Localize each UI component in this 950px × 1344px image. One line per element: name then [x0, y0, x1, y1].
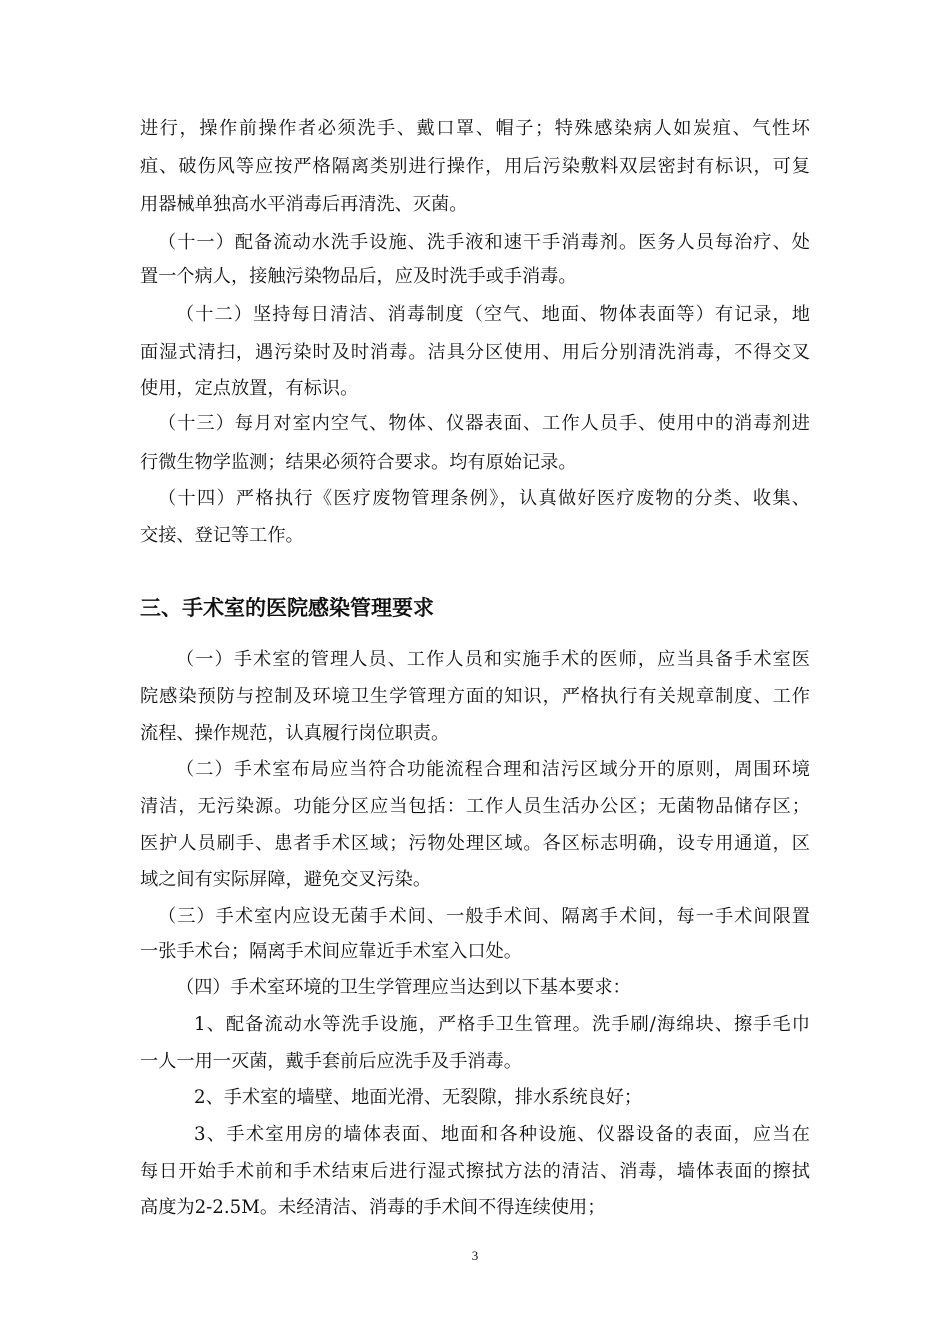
text-line: 每日开始手术前和手术结束后进行湿式擦拭方法的清洁、消毒，墙体表面的擦拭 — [140, 1161, 810, 1182]
text-line: 面湿式清扫，遇污染时及时消毒。洁具分区使用、用后分别清洗消毒，不得交叉 — [140, 342, 810, 363]
text-line: 交接、登记等工作。 — [140, 525, 304, 546]
text-line: 用器械单独高水平消毒后再清洗、灭菌。 — [140, 194, 468, 215]
text-line: 域之间有实际屏障，避免交叉污染。 — [140, 869, 432, 890]
text-line: 清洁，无污染源。功能分区应当包括：工作人员生活办公区；无菌物品储存区； — [140, 796, 810, 817]
text-line: （一）手术室的管理人员、工作人员和实施手术的医师，应当具备手术室医 — [176, 649, 810, 670]
text-line: 使用，定点放置，有标识。 — [140, 378, 359, 399]
text-line: 进行，操作前操作者必须洗手、戴口罩、帽子；特殊感染病人如炭疽、气性坏 — [140, 118, 810, 139]
section-heading: 三、手术室的医院感染管理要求 — [140, 596, 434, 620]
text-line: （二）手术室布局应当符合功能流程合理和洁污区域分开的原则，周围环境 — [176, 759, 810, 780]
text-line: （十二）坚持每日清洁、消毒制度（空气、地面、物体表面等）有记录，地 — [176, 304, 810, 325]
text-line: 行微生物学监测；结果必须符合要求。均有原始记录。 — [140, 452, 577, 473]
text-line: 院感染预防与控制及环境卫生学管理方面的知识，严格执行有关规章制度、工作 — [140, 686, 810, 707]
text-line: 置一个病人，接触污染物品后，应及时洗手或手消毒。 — [140, 266, 577, 287]
text-line: 疽、破伤风等应按严格隔离类别进行操作，用后污染敷料双层密封有标识，可复 — [140, 156, 810, 177]
text-line: 一人一用一灭菌，戴手套前后应洗手及手消毒。 — [140, 1051, 522, 1072]
text-line: （十四）严格执行《医疗废物管理条例》，认真做好医疗废物的分类、收集、 — [158, 488, 810, 509]
text-line: 流程、操作规范，认真履行岗位职责。 — [140, 723, 450, 744]
text-line: （十三）每月对室内空气、物体、仪器表面、工作人员手、使用中的消毒剂进 — [158, 413, 810, 434]
text-line: （四）手术室环境的卫生学管理应当达到以下基本要求： — [176, 977, 631, 998]
text-line: 2、手术室的墙壁、地面光滑、无裂隙，排水系统良好； — [194, 1087, 643, 1108]
text-line: （三）手术室内应设无菌手术间、一般手术间、隔离手术间，每一手术间限置 — [158, 906, 810, 927]
text-line: 一张手术台；隔离手术间应靠近手术室入口处。 — [140, 941, 522, 962]
text-line: 高度为2-2.5M。未经清洁、消毒的手术间不得连续使用； — [140, 1197, 606, 1218]
text-line: 3、手术室用房的墙体表面、地面和各种设施、仪器设备的表面，应当在 — [194, 1124, 810, 1145]
text-line: （十一）配备流动水洗手设施、洗手液和速干手消毒剂。医务人员每治疗、处 — [158, 232, 810, 253]
page-number: 3 — [471, 1248, 479, 1263]
text-line: 医护人员刷手、患者手术区域；污物处理区域。各区标志明确，设专用通道，区 — [140, 833, 810, 854]
text-line: 1、配备流动水等洗手设施，严格手卫生管理。洗手刷/海绵块、擦手毛巾 — [194, 1014, 810, 1035]
